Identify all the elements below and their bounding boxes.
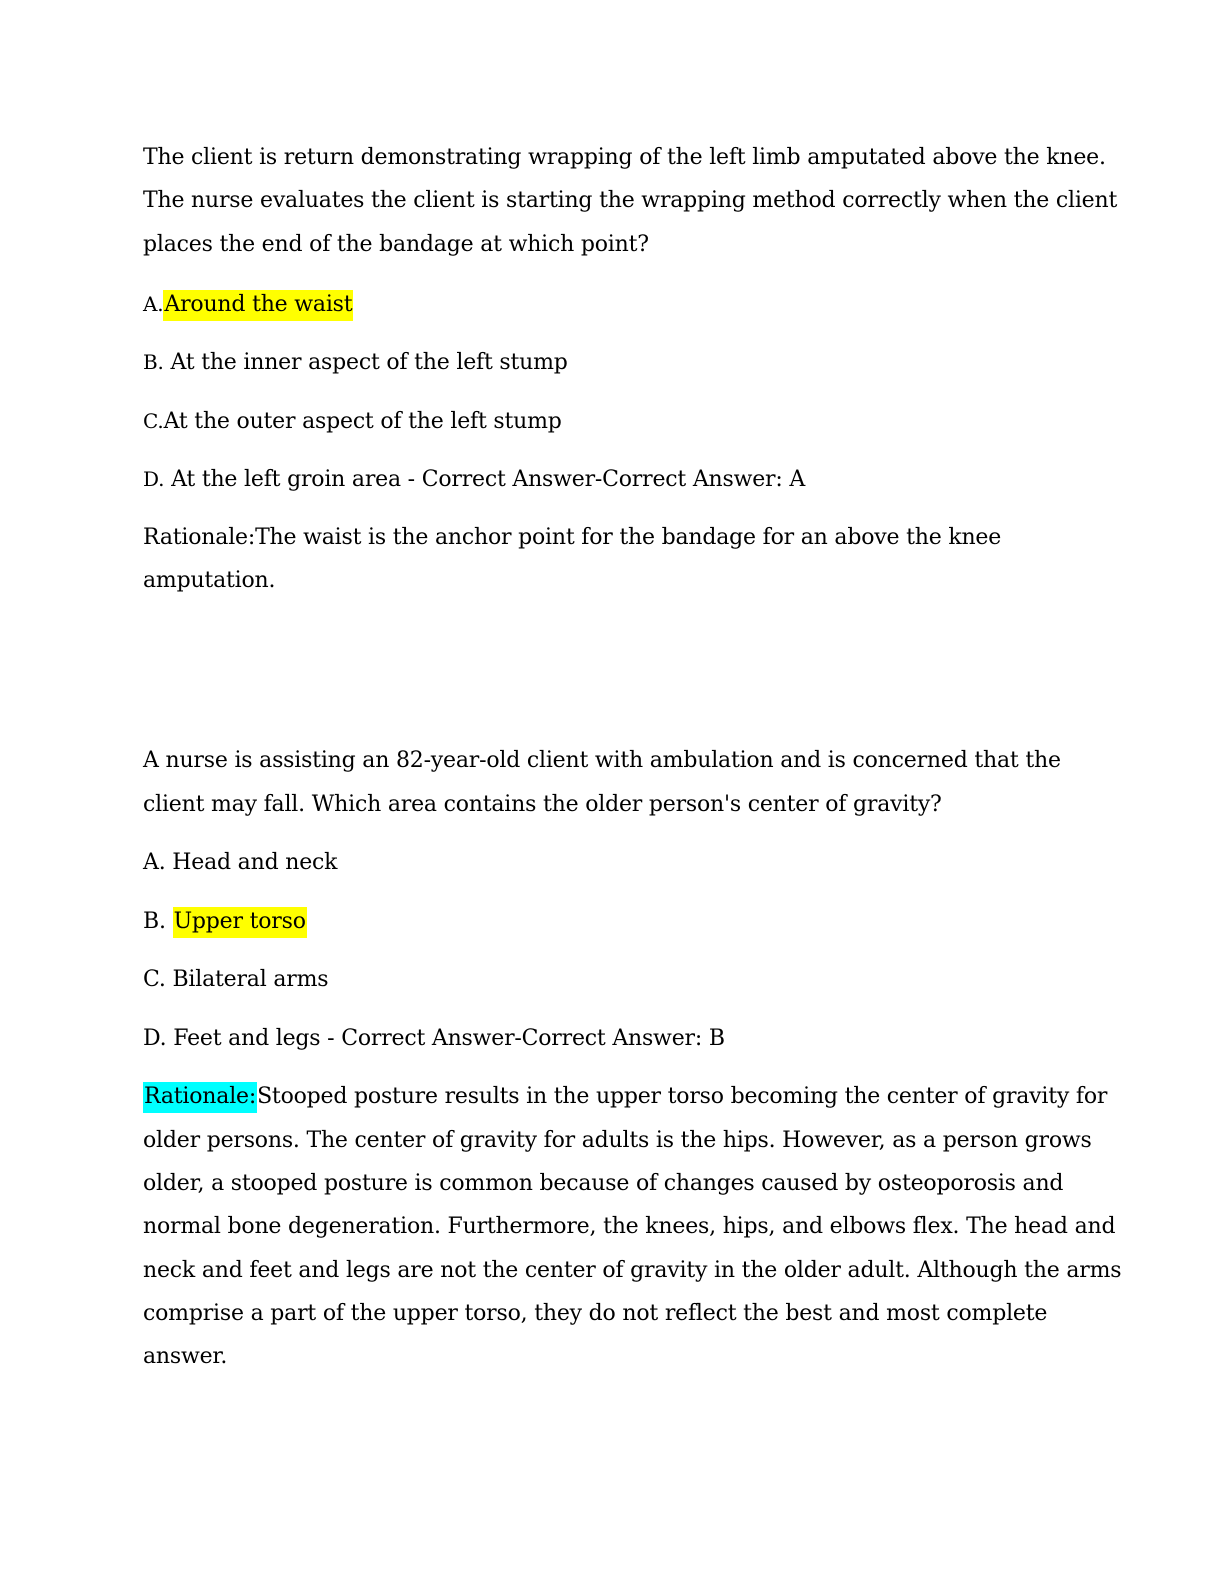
question-1-rationale-line-2: amputation. <box>143 568 276 593</box>
question-1-stem-line-1: The client is return demonstrating wrapping of the left limb amputated above the knee. <box>143 145 1106 170</box>
question-2-rationale-line-1 <box>143 1082 1107 1112</box>
option-text: At the left groin area - Correct Answer-Correct Answer: A <box>171 467 806 492</box>
question-2-rationale-line-7: answer. <box>143 1344 228 1369</box>
option-text: Bilateral arms <box>172 967 329 992</box>
option-prefix: A. <box>143 850 166 875</box>
option-prefix: B. <box>143 350 164 374</box>
option-text: At the inner aspect of the left stump <box>170 350 568 375</box>
option-prefix: D. <box>143 1026 167 1051</box>
question-1-option-a <box>143 289 353 320</box>
question-2-option-c <box>143 965 328 995</box>
option-prefix: B. <box>143 909 166 934</box>
rationale-label: Rationale: <box>143 525 256 550</box>
option-prefix: D. <box>143 467 165 491</box>
rationale-text: The waist is the anchor point for the bandage for an above the knee <box>255 525 1002 550</box>
highlighted-answer: Around the waist <box>163 290 353 321</box>
option-prefix: A. <box>143 292 164 316</box>
question-1-stem-line-3: places the end of the bandage at which point? <box>143 232 649 257</box>
question-2-rationale-line-4: normal bone degeneration. Furthermore, the knees, hips, and elbows flex. The head and <box>143 1214 1116 1239</box>
question-1-stem-line-2: The nurse evaluates the client is starting the wrapping method correctly when the client <box>143 188 1118 213</box>
question-2-rationale-line-5: neck and feet and legs are not the center of gravity in the older adult. Although the arms <box>143 1258 1122 1283</box>
question-2-rationale-line-3: older, a stooped posture is common because of changes caused by osteoporosis and <box>143 1171 1064 1196</box>
option-prefix: C. <box>143 967 166 992</box>
question-2-stem-line-1: A nurse is assisting an 82-year-old client with ambulation and is concerned that the <box>143 748 1061 773</box>
rationale-label: Rationale: <box>143 1082 257 1113</box>
question-2-stem-line-2: client may fall. Which area contains the older person's center of gravity? <box>143 792 942 817</box>
question-2-option-a <box>143 848 337 878</box>
question-2-rationale-line-2: older persons. The center of gravity for adults is the hips. However, as a person grows <box>143 1128 1092 1153</box>
question-2-rationale-line-6: comprise a part of the upper torso, they do not reflect the best and most complete <box>143 1301 1048 1326</box>
option-prefix: C. <box>143 409 164 433</box>
highlighted-answer: Upper torso <box>173 907 307 938</box>
question-1-option-d <box>143 464 805 495</box>
question-2-option-b <box>143 907 307 937</box>
option-text: Head and neck <box>172 850 338 875</box>
question-1-rationale-line-1 <box>143 523 1001 553</box>
option-text: Feet and legs - Correct Answer-Correct Answer: B <box>173 1026 725 1051</box>
question-2-option-d <box>143 1024 725 1054</box>
rationale-text: Stooped posture results in the upper torso becoming the center of gravity for <box>257 1084 1108 1109</box>
question-1-option-b <box>143 347 568 378</box>
option-text: At the outer aspect of the left stump <box>163 409 562 434</box>
question-1-option-c <box>143 406 562 437</box>
